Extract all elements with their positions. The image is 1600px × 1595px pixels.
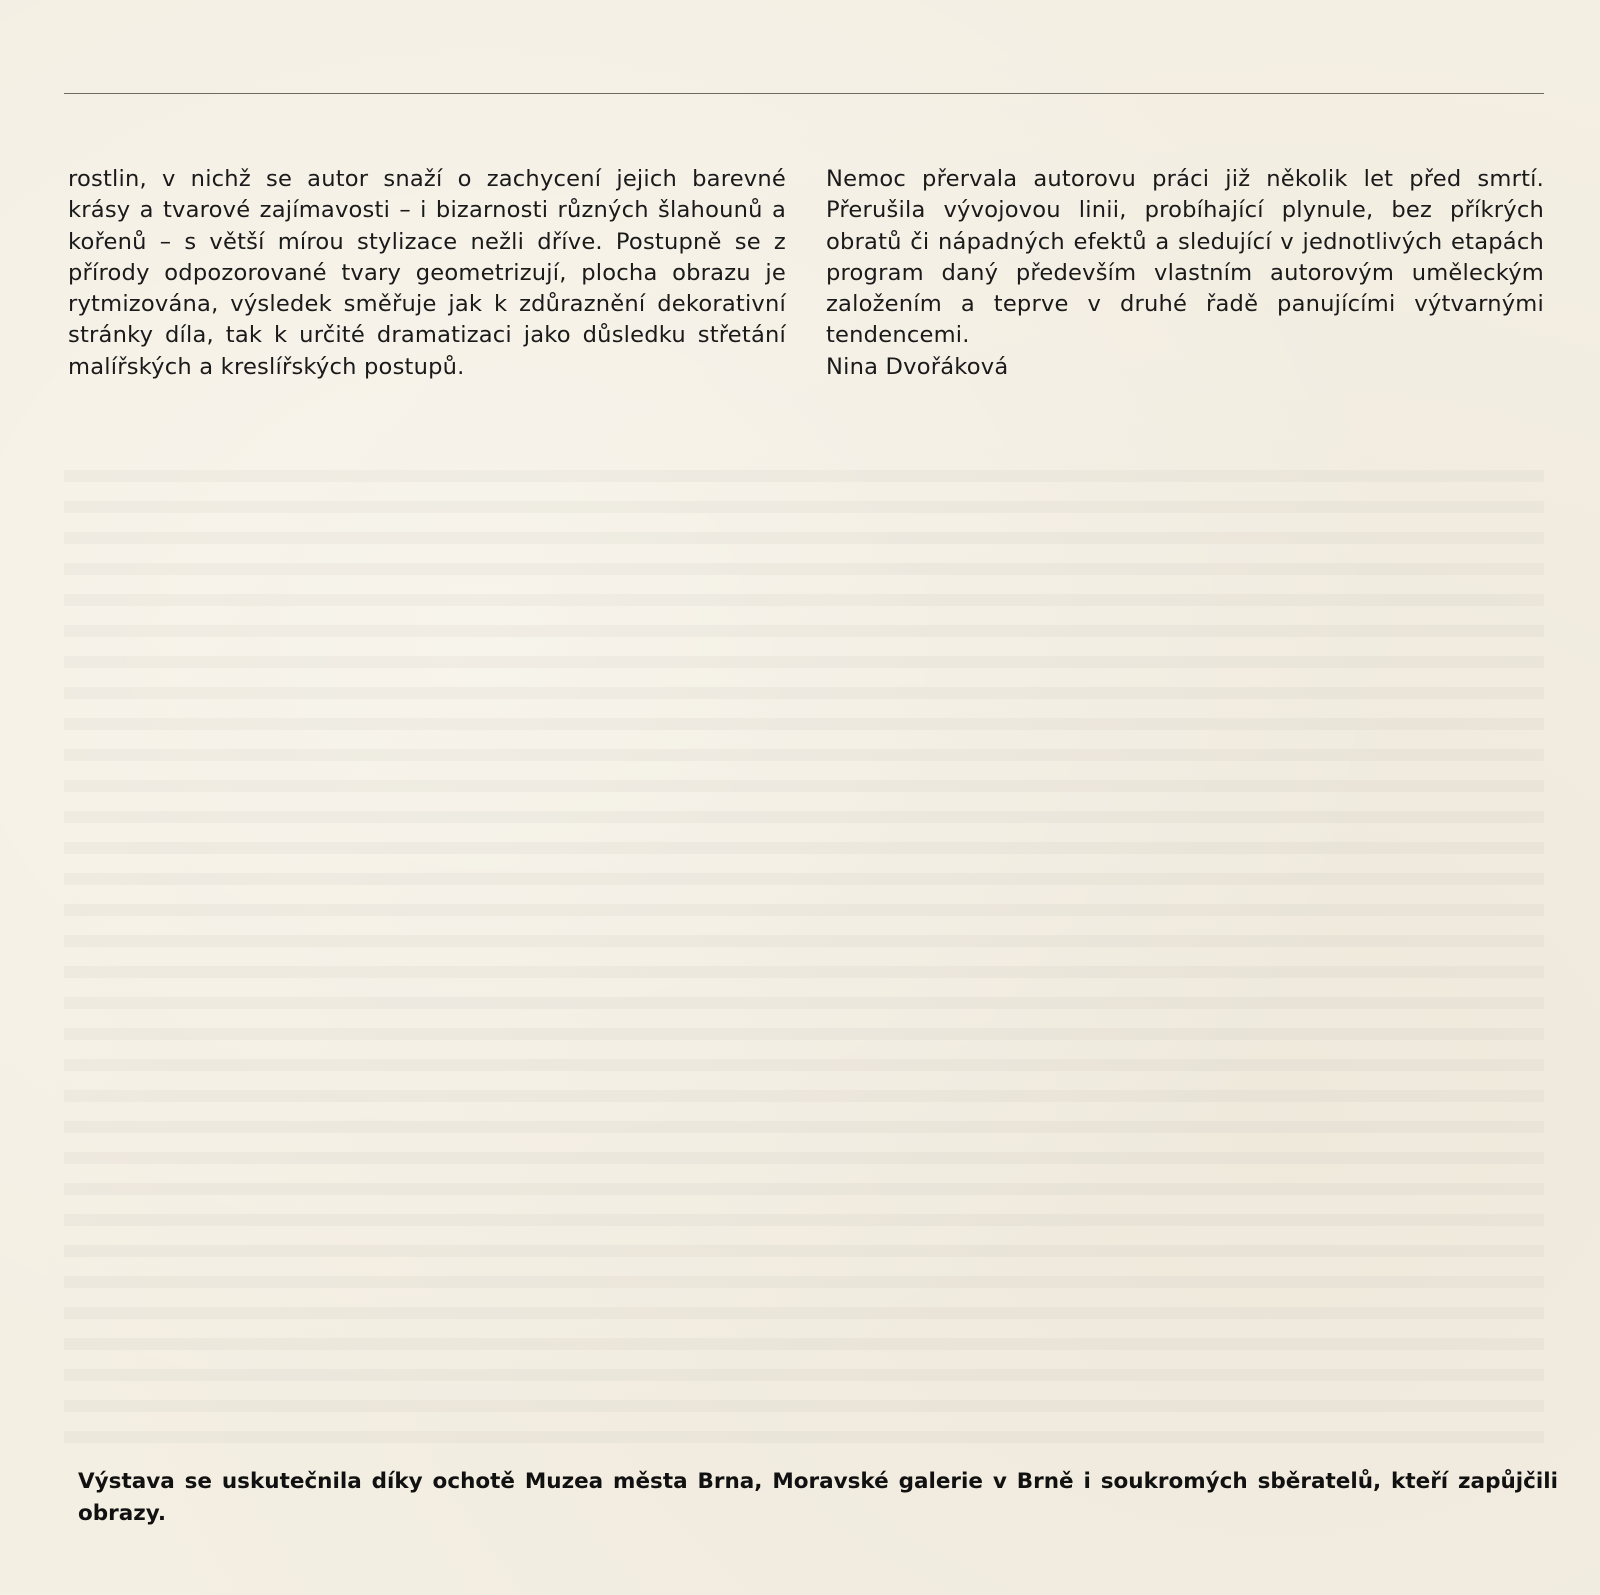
right-column xyxy=(826,164,1544,383)
author-signature: Nina Dvořáková xyxy=(826,353,1009,380)
acknowledgement-note: Výstava se uskutečnila díky ochotě Muzea města Brna, Moravské galerie v Brně i soukromých sběratelů, kteří zapůjčili obrazy. xyxy=(78,1469,1558,1526)
show-through-texture xyxy=(64,470,1544,1460)
left-column-paragraph: rostlin, v nichž se autor snaží o zachycení jejich barevné krásy a tvarové zajímavosti – i bizarnosti různých šlahounů a kořenů – s větší mírou stylizace nežli dříve. Postupně se z přírody odpozorované tvary geometrizují, plocha obrazu je rytmizována, výsledek směřuje jak k zdůraznění dekorativní stránky díla, tak k určité dramatizaci jako důsledku střetání malířských a kreslířských postupů. xyxy=(68,166,786,380)
header-rule xyxy=(64,93,1544,94)
right-column-paragraph: Nemoc přervala autorovu práci již několik let před smrtí. Přerušila vývojovou linii, probíhající plynule, bez příkrých obratů či nápadných efektů a sledující v jednotlivých etapách program daný především vlastním autorovým uměleckým založením a teprve v druhé řadě panujícími výtvarnými tendencemi. xyxy=(826,166,1544,349)
left-column xyxy=(68,164,786,383)
